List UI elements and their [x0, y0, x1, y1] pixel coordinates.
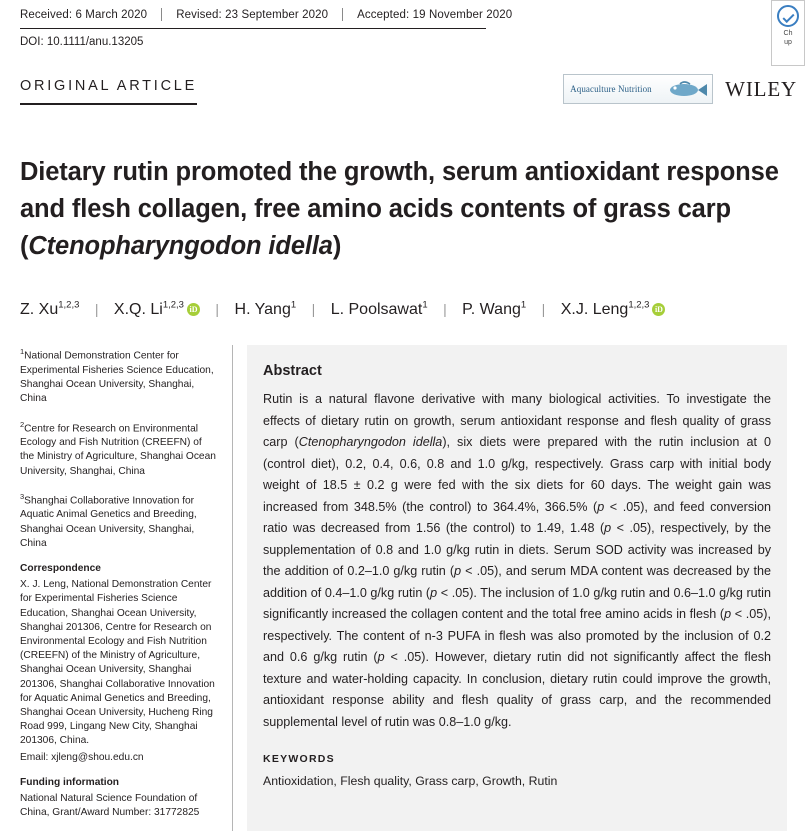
received-date: Received: 6 March 2020: [20, 8, 148, 21]
correspondence-text: X. J. Leng, National Demonstration Center for Experimental Fisheries Science Education, Shanghai Ocean University, Shanghai 201306, Centre for Research on Environmental Ecology and Fish Nutrition (CREEFN) of the Ministry of Agriculture, Shanghai Ocean University, Shanghai 201306, Shanghai Collaborative Innovation for Aquatic Animal Genetics and Breeding, Shanghai Ocean University, Hucheng Ring Road 999, Lingang New City, Shanghai 201306, China.: [20, 579, 215, 747]
brand-block: [563, 74, 797, 104]
accepted-date: Accepted: 19 November 2020: [357, 8, 513, 21]
author-affil-marker: 1,2,3: [58, 300, 80, 311]
funding-heading: Funding information: [20, 776, 120, 788]
author-entry[interactable]: [561, 301, 666, 318]
author-affil-marker: 1: [422, 300, 428, 311]
affiliations-column: [20, 345, 232, 831]
article-body: [0, 345, 805, 831]
author-name: H. Yang: [234, 301, 291, 319]
abstract-italic-segment: p: [597, 499, 605, 514]
title-species: Ctenopharyngodon idella: [28, 232, 333, 260]
abstract-segment: < .05), and serum MDA content was decreased by the addition of 0.4–1.0 g/kg rutin (: [263, 564, 771, 600]
abstract-italic-segment: Ctenopharyngodon idella: [298, 435, 443, 450]
author-entry[interactable]: [331, 301, 428, 318]
author-entry[interactable]: [114, 301, 200, 318]
keywords-heading: KEYWORDS: [263, 753, 335, 766]
article-type-row: [0, 74, 805, 120]
author-affil-marker: 1,2,3: [162, 300, 184, 311]
abstract-italic-segment: p: [724, 607, 732, 622]
revised-date: Revised: 23 September 2020: [176, 8, 329, 21]
author-separator: |: [311, 301, 316, 318]
author-entry[interactable]: [235, 301, 297, 318]
check-updates-line-1: Ch: [783, 30, 793, 37]
author-name: L. Poolsawat: [330, 301, 423, 319]
check-updates-line-2: up: [784, 39, 792, 46]
journal-logo[interactable]: [563, 74, 713, 104]
title-part-2: ): [332, 232, 342, 260]
funding-text: National Natural Science Foundation of China, Grant/Award Number: 31772825: [20, 792, 200, 819]
author-name: P. Wang: [462, 301, 521, 319]
affiliation-marker: 2: [20, 419, 25, 429]
abstract-italic-segment: p: [604, 521, 612, 536]
abstract-segment: ), six diets were prepared with the rutin inclusion at 0 (control diet), 0.2, 0.4, 0.6, 0.8 and 1.0 g/kg, respectively. Grass carp with initial body weight of 18.5 ± 0.2 g were fed with the six diets for 60 days. The weight gain was increased from 348.5% (the control) to 364.4%, 366.5% (: [263, 435, 771, 514]
affiliation-text: National Demonstration Center for Experimental Fisheries Science Education, Shanghai Ocean University, Shanghai, China: [20, 350, 214, 405]
column-divider: [232, 345, 233, 831]
correspondence-heading: Correspondence: [20, 562, 101, 574]
crossmark-icon: [777, 5, 799, 27]
correspondence-email[interactable]: Email: xjleng@shou.edu.cn: [20, 751, 144, 763]
date-separator: [342, 8, 343, 21]
author-name: X.J. Leng: [560, 301, 629, 319]
abstract-segment: < .05), respectively. The content of n-3 PUFA in flesh was also promoted by the inclusion of 0.2 and 0.6 g/kg rutin (: [263, 607, 771, 665]
abstract-panel: [247, 345, 787, 831]
doi-line[interactable]: DOI: 10.1111/anu.13205: [20, 36, 144, 48]
date-separator: [161, 8, 162, 21]
author-separator: |: [541, 301, 546, 318]
affiliation-item: [20, 418, 218, 479]
affiliation-marker: 3: [20, 491, 25, 501]
affiliation-marker: 1: [20, 347, 25, 357]
abstract-segment: < .05), and feed conversion ratio was decreased from 1.56 (the control) to 1.49, 1.48 (: [263, 499, 771, 536]
author-name: Z. Xu: [20, 301, 59, 319]
abstract-italic-segment: p: [454, 564, 462, 579]
check-for-updates-badge[interactable]: [771, 0, 805, 66]
author-separator: |: [94, 301, 99, 318]
abstract-heading: Abstract: [263, 363, 322, 380]
author-affil-marker: 1: [520, 300, 527, 311]
fish-illustration-icon: [664, 79, 708, 100]
abstract-italic-segment: p: [430, 585, 438, 600]
abstract-segment: < .05). The inclusion of 1.0 g/kg rutin and 0.6–1.0 g/kg rutin significantly increased the collagen content and the total free amino acids in flesh (: [263, 585, 771, 622]
author-affil-marker: 1: [290, 300, 297, 311]
author-name: X.Q. Li: [113, 301, 163, 319]
author-separator: |: [215, 301, 220, 318]
author-entry[interactable]: [462, 301, 526, 318]
affiliation-text: Shanghai Collaborative Innovation for Aquatic Animal Genetics and Breeding, Shanghai Ocean University, Shanghai, China: [20, 495, 197, 549]
author-list: [20, 293, 785, 323]
abstract-italic-segment: p: [377, 650, 385, 665]
author-separator: |: [443, 301, 447, 318]
abstract-text: [263, 389, 771, 733]
keywords-list[interactable]: Antioxidation, Flesh quality, Grass carp, Growth, Rutin: [263, 774, 558, 789]
abstract-segment: < .05), respectively, by the supplementation of 0.8 and 1.0 g/kg rutin in diets. Serum SOD activity was increased by the addition of 0.2–1.0 g/kg rutin (: [263, 521, 771, 579]
page-title: [20, 154, 785, 265]
orcid-icon[interactable]: iD: [187, 303, 200, 316]
article-type-label: ORIGINAL ARTICLE: [20, 78, 197, 105]
affiliation-text: Centre for Research on Environmental Ecology and Fish Nutrition (CREEFN) of the Ministry of Agriculture, Shanghai Ocean University, Shanghai, China: [20, 422, 216, 477]
abstract-segment: < .05). However, dietary rutin did not significantly affect the flesh texture and water-holding capacity. In conclusion, dietary rutin could improve the growth, antioxidant response ability and flesh quality of grass carp, and the recommended supplemental level of rutin was 0.8–1.0 g/kg.: [263, 650, 771, 729]
abstract-segment: Rutin is a natural flavone derivative with many biological activities. To investigate the effects of dietary rutin on growth, serum antioxidant response and flesh quality of grass carp (: [263, 392, 771, 450]
publisher-wordmark: WILEY: [725, 76, 797, 101]
affiliation-item: [20, 490, 218, 551]
received-revised-accepted-bar: [0, 0, 805, 21]
title-part-1: Dietary rutin promoted the growth, serum antioxidant response and flesh collagen, free amino acids contents of grass carp (: [20, 158, 779, 260]
orcid-icon[interactable]: iD: [652, 303, 665, 316]
journal-title-text: Aquaculture Nutrition: [570, 84, 652, 94]
author-entry[interactable]: [20, 301, 79, 318]
header-divider: [20, 28, 486, 29]
affiliation-item: [20, 345, 218, 406]
author-affil-marker: 1,2,3: [628, 300, 650, 311]
